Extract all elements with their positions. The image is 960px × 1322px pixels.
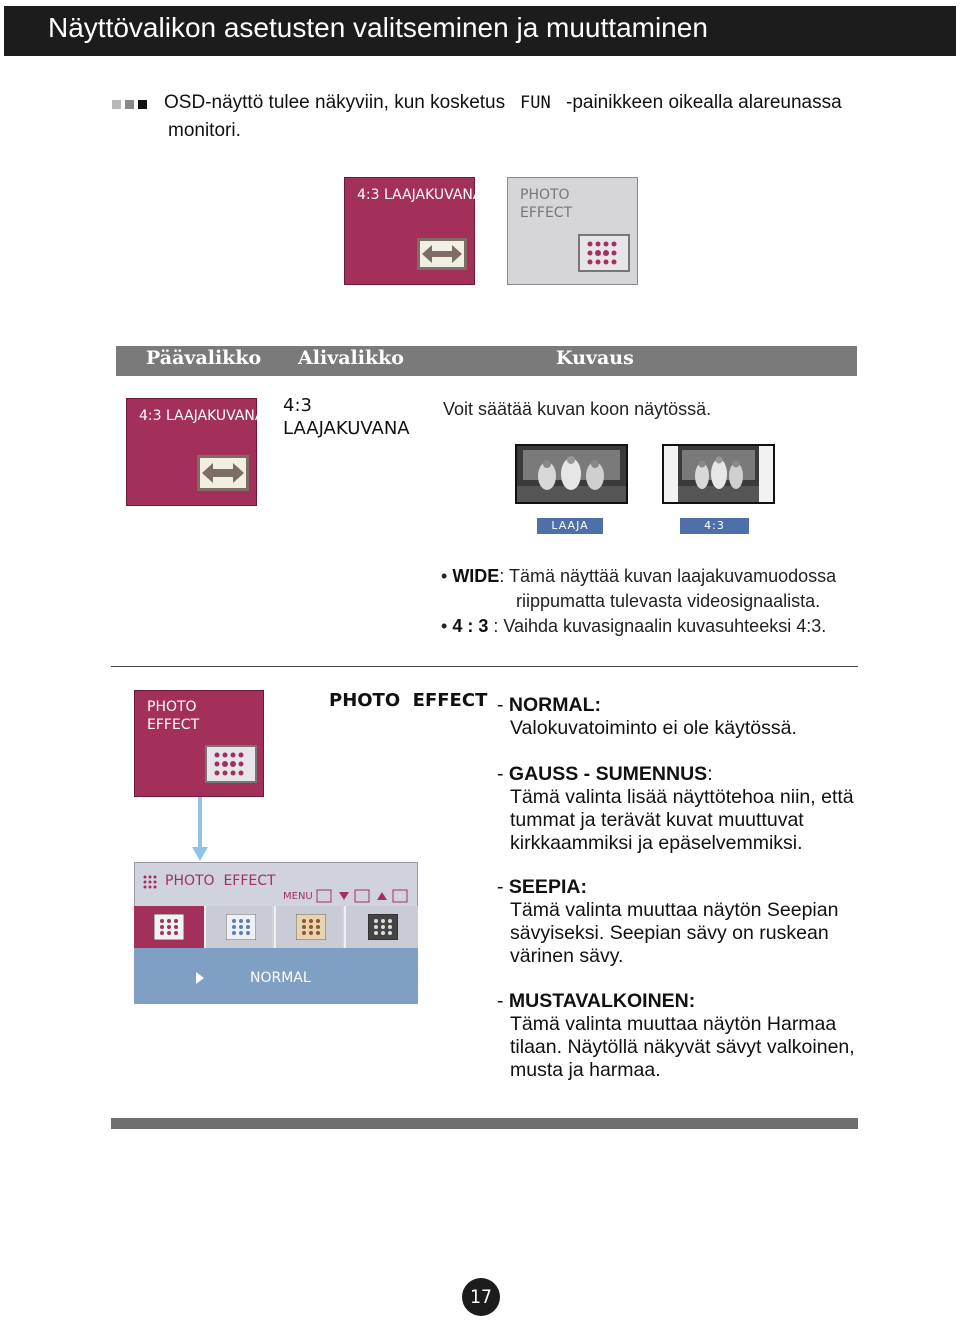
wide-term: WIDE [452,566,500,586]
col-header-main-menu: Päävalikko [146,347,262,369]
tile-label-1: PHOTO [520,187,570,203]
dot-grid-icon-sepia [296,914,326,940]
osd-tile-photo-effect [507,177,638,285]
page-number: 17 [462,1278,500,1316]
43-term: 4 : 3 [452,616,489,636]
row1-sub-label-1: 4:3 [283,395,312,416]
bullet-square-light [112,100,121,109]
effect-option-mono[interactable] [344,906,418,948]
intro-text-part2: -painikkeen oikealla alareunassa [566,92,842,113]
dot-grid-graphic [580,236,628,270]
wide-photo-graphic [517,446,626,502]
pill-wide: LAAJA [537,518,603,534]
double-arrow-graphic [420,241,464,267]
wide-bullet [441,566,836,587]
dash: - [497,763,509,785]
fun-button-icon [520,93,562,111]
bullet-dot: • [441,616,453,636]
item-normal-term: NORMAL: [508,694,601,716]
item-sepia-heading [497,876,587,899]
tile-label-1: PHOTO [147,699,197,715]
submenu-selection-area [134,948,418,1004]
osd-tile-wide-43 [344,177,483,285]
submenu-title: PHOTO EFFECT [165,873,276,889]
intro-text-part1: OSD-näyttö tulee näkyviin, kun kosketus [164,92,506,113]
43-photo-graphic [664,446,773,502]
photo-effect-icon [205,745,257,783]
tile-label: 4:3 LAAJAKUVANA [357,187,483,203]
dash: - [497,694,509,716]
item-mono-line: Tämä valinta muuttaa näytön Harmaa [510,1013,837,1035]
item-gauss-line: Tämä valinta lisää näyttötehoa niin, että [510,786,854,808]
col-header-sub-menu: Alivalikko [298,347,404,369]
dot-grid-icon-mono [368,914,398,940]
effect-option-gauss[interactable] [204,906,272,948]
item-sepia-line: värinen sävy. [510,945,624,967]
item-gauss-term: GAUSS - SUMENNUS [508,763,708,785]
wide-text-1: : Tämä näyttää kuvan laajakuvamuodossa [499,566,837,586]
dot-grid-icon-gauss [226,914,256,940]
row1-description: Voit säätää kuvan koon näytössä. [443,399,712,419]
double-arrow-icon [417,238,467,270]
submenu-nav-icons [315,889,415,903]
page-title: Näyttövalikon asetusten valitseminen ja muuttaminen [48,12,708,43]
wide-text-2: riippumatta tulevasta videosignaalista. [516,591,821,611]
tile-label: 4:3 LAAJAKUVANA [139,408,265,424]
menu-label: MENU [283,891,313,902]
double-arrow-icon [197,455,249,491]
dot-grid-icon-normal [154,914,184,940]
item-mono-line: tilaan. Näytöllä näkyvät sävyt valkoinen, [510,1036,855,1058]
intro-text-line2: monitori. [168,120,241,141]
col-header-description: Kuvaus [556,347,634,369]
row2-menu-tile [134,690,264,797]
item-gauss-suffix: : [707,763,713,785]
row1-sub-label-2: LAAJAKUVANA [283,418,410,439]
double-arrow-graphic [200,458,246,488]
dash: - [497,990,509,1012]
item-sepia-term: SEEPIA: [508,876,587,898]
row1-menu-tile [126,398,265,506]
bullet-square-dark [138,100,147,109]
dash: - [497,876,509,898]
effect-option-sepia[interactable] [274,906,342,948]
row2-sub-title: PHOTO EFFECT [329,690,488,711]
43-thumbnail [662,444,775,504]
wide-thumbnail [515,444,628,504]
pill-43: 4:3 [680,518,749,534]
bullet-square-mid [125,100,134,109]
item-mono-heading [497,990,695,1013]
bottom-divider-bar [111,1118,858,1129]
item-mono-term: MUSTAVALKOINEN: [508,990,696,1012]
triangle-right-icon [196,972,204,984]
item-gauss-line: kirkkaammiksi ja epäselvemmiksi. [510,832,803,854]
item-mono-line: musta ja harmaa. [510,1059,661,1081]
tile-label-2: EFFECT [147,717,200,733]
item-sepia-line: sävyiseksi. Seepian sävy on ruskean [510,922,829,944]
section-divider [111,666,858,667]
fun-button-label: FUN [520,93,551,111]
effect-option-normal[interactable] [134,906,204,948]
photo-effect-icon [578,234,630,272]
dot-grid-small-icon [143,875,161,889]
43-text: : Vaihda kuvasignaalin kuvasuhteeksi 4:3. [488,616,827,636]
item-normal-heading [497,694,601,717]
down-arrow-connector [190,797,210,863]
item-gauss-heading [497,763,713,786]
tile-label-2: EFFECT [520,205,573,221]
item-normal-line: Valokuvatoiminto ei ole käytössä. [510,717,797,739]
dot-grid-graphic [207,747,255,781]
item-gauss-line: tummat ja terävät kuvat muuttuvat [510,809,804,831]
item-sepia-line: Tämä valinta muuttaa näytön Seepian [510,899,839,921]
43-bullet [441,616,826,637]
bullet-dot: • [441,566,453,586]
selected-effect-value: NORMAL [250,970,311,986]
